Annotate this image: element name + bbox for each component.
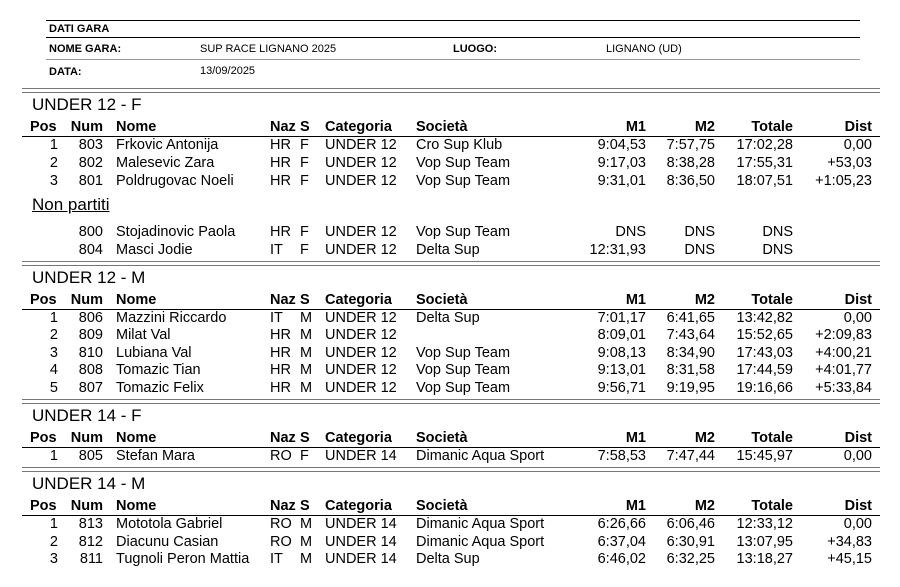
totale: 17:02,28 [736,137,793,153]
num: 811 [79,551,103,567]
col-s: S [300,430,310,446]
col-num: Num [70,292,103,308]
sesso: M [300,345,313,361]
col-nome: Nome [116,498,157,514]
naz: HR [270,380,291,396]
m1: 9:17,03 [597,155,646,171]
nome: Milat Val [116,327,171,343]
luogo-label: LUOGO: [453,43,497,55]
categoria: UNDER 12 [325,155,397,171]
header-rule-2 [46,59,860,60]
num: 804 [78,242,103,258]
pos: 2 [49,327,58,343]
m2: DNS [684,242,715,258]
categoria: UNDER 12 [325,242,397,258]
num: 800 [78,224,103,240]
m2: 7:57,75 [666,137,715,153]
section-divider [22,399,880,404]
totale: 17:55,31 [736,155,793,171]
table-row [0,362,900,380]
col-naz: Naz [270,430,296,446]
m1: 8:09,01 [597,327,646,343]
m2: 6:30,91 [666,534,715,550]
dist: +34,83 [827,534,872,550]
sesso: M [300,327,313,343]
categoria: UNDER 14 [325,534,397,550]
m2: 6:32,25 [666,551,715,567]
header-section-label: DATI GARA [49,23,110,35]
col-m1: M1 [625,292,646,308]
col-nome: Nome [116,292,157,308]
table-row [0,380,900,398]
totale: 12:33,12 [736,516,793,532]
col-totale: Totale [751,498,793,514]
num: 806 [78,310,103,326]
sesso: F [300,224,309,240]
section-divider [22,467,880,472]
categoria: UNDER 12 [325,310,397,326]
nome: Stojadinovic Paola [116,224,236,240]
societa: Dimanic Aqua Sport [416,448,545,464]
categoria: UNDER 12 [325,224,397,240]
pos: 3 [49,551,58,567]
naz: IT [270,242,283,258]
num: 802 [78,155,103,171]
m1: 9:13,01 [597,362,646,378]
totale: 15:52,65 [736,327,793,343]
totale: 18:07,51 [736,173,793,189]
header-top-rule [46,20,860,21]
m1: 9:31,01 [597,173,646,189]
societa: Delta Sup [416,242,480,258]
m1: 7:58,53 [597,448,646,464]
pos: 2 [49,534,58,550]
nome: Lubiana Val [116,345,192,361]
col-dist: Dist [844,119,872,135]
col-societa: Società [416,498,468,514]
naz: HR [270,224,291,240]
col-totale: Totale [751,430,793,446]
col-naz: Naz [270,119,296,135]
table-row [0,448,900,466]
non-partiti-heading: Non partiti [32,195,110,214]
sesso: M [300,380,313,396]
sesso: F [300,137,309,153]
naz: HR [270,155,291,171]
col-m1: M1 [625,119,646,135]
m1: 9:56,71 [597,380,646,396]
nome: Poldrugovac Noeli [116,173,234,189]
naz: RO [270,534,292,550]
pos: 5 [49,380,58,396]
pos: 1 [49,516,58,532]
col-dist: Dist [844,430,872,446]
col-num: Num [70,430,103,446]
header-rule [46,37,860,38]
col-pos: Pos [30,119,57,135]
m2: 8:34,90 [666,345,715,361]
societa: Dimanic Aqua Sport [416,516,545,532]
section-title: UNDER 14 - F [32,406,142,425]
sesso: F [300,448,309,464]
num: 803 [78,137,103,153]
totale: 13:42,82 [736,310,793,326]
pos: 4 [49,362,58,378]
naz: RO [270,516,292,532]
sesso: F [300,155,309,171]
societa: Vop Sup Team [416,224,511,240]
societa: Vop Sup Team [416,155,511,171]
m2: 8:36,50 [666,173,715,189]
nome: Frkovic Antonija [116,137,219,153]
num: 813 [78,516,103,532]
totale: 15:45,97 [736,448,793,464]
pos: 1 [49,448,58,464]
nome: Tugnoli Peron Mattia [116,551,250,567]
societa: Delta Sup [416,310,480,326]
m2: 7:43,64 [666,327,715,343]
m1: 9:08,13 [597,345,646,361]
categoria: UNDER 12 [325,137,397,153]
societa: Vop Sup Team [416,173,511,189]
categoria: UNDER 12 [325,345,397,361]
col-s: S [300,498,310,514]
col-dist: Dist [844,498,872,514]
col-societa: Società [416,292,468,308]
col-m2: M2 [694,498,715,514]
table-row [0,155,900,173]
col-nome: Nome [116,119,157,135]
table-row [0,224,900,242]
dist: +4:01,77 [815,362,872,378]
nome: Tomazic Tian [116,362,201,378]
societa: Delta Sup [416,551,480,567]
num: 808 [78,362,103,378]
categoria: UNDER 12 [325,173,397,189]
m2: 7:47,44 [666,448,715,464]
col-naz: Naz [270,292,296,308]
num: 805 [78,448,103,464]
table-header [0,498,900,516]
naz: HR [270,137,291,153]
societa: Vop Sup Team [416,380,511,396]
section-divider [22,88,880,93]
m1: 9:04,53 [597,137,646,153]
naz: HR [270,173,291,189]
nome: Tomazic Felix [116,380,204,396]
col-categoria: Categoria [325,498,392,514]
col-societa: Società [416,430,468,446]
nome: Masci Jodie [116,242,193,258]
table-row [0,242,900,260]
categoria: UNDER 14 [325,516,397,532]
categoria: UNDER 12 [325,380,397,396]
societa: Cro Sup Klub [416,137,503,153]
col-num: Num [70,119,103,135]
col-num: Num [70,498,103,514]
dist: +4:00,21 [815,345,872,361]
section-title: UNDER 14 - M [32,474,146,493]
col-pos: Pos [30,292,57,308]
m1: 6:37,04 [597,534,646,550]
table-header [0,292,900,310]
col-totale: Totale [751,292,793,308]
col-m1: M1 [625,498,646,514]
m2: 6:41,65 [666,310,715,326]
nome: Mototola Gabriel [116,516,223,532]
col-m2: M2 [694,119,715,135]
num: 801 [78,173,103,189]
col-nome: Nome [116,430,157,446]
nome: Diacunu Casian [116,534,219,550]
m1: 6:26,66 [597,516,646,532]
section-title: UNDER 12 - M [32,268,146,287]
section-title: UNDER 12 - F [32,95,142,114]
data-value: 13/09/2025 [200,65,256,77]
col-categoria: Categoria [325,292,392,308]
totale: 13:18,27 [736,551,793,567]
dist: 0,00 [843,516,872,532]
m2: 8:31,58 [666,362,715,378]
categoria: UNDER 14 [325,551,397,567]
table-row [0,137,900,155]
table-header [0,119,900,137]
sesso: M [300,362,313,378]
col-naz: Naz [270,498,296,514]
nome: Malesevic Zara [116,155,215,171]
nome-gara-label: NOME GARA: [49,43,122,55]
dist: +45,15 [827,551,872,567]
table-row [0,551,900,569]
sesso: M [300,516,313,532]
dist: +1:05,23 [815,173,872,189]
sesso: F [300,242,309,258]
col-pos: Pos [30,430,57,446]
categoria: UNDER 12 [325,327,397,343]
m2: DNS [684,224,715,240]
num: 812 [78,534,103,550]
totale: DNS [762,242,793,258]
col-dist: Dist [844,292,872,308]
table-row [0,327,900,345]
m1: DNS [615,224,646,240]
data-label: DATA: [49,66,82,78]
col-totale: Totale [751,119,793,135]
col-m1: M1 [625,430,646,446]
section-divider [22,261,880,266]
dist: 0,00 [843,137,872,153]
pos: 3 [49,173,58,189]
table-row [0,173,900,191]
nome-gara-value: SUP RACE LIGNANO 2025 [200,43,337,55]
col-societa: Società [416,119,468,135]
nome: Stefan Mara [116,448,195,464]
col-s: S [300,292,310,308]
m1: 6:46,02 [597,551,646,567]
pos: 1 [49,310,58,326]
sesso: F [300,173,309,189]
totale: 17:43,03 [736,345,793,361]
m1: 7:01,17 [597,310,646,326]
naz: HR [270,327,291,343]
m2: 9:19,95 [666,380,715,396]
dist: +5:33,84 [815,380,872,396]
naz: IT [270,310,283,326]
col-m2: M2 [694,292,715,308]
num: 809 [78,327,103,343]
col-categoria: Categoria [325,430,392,446]
societa: Dimanic Aqua Sport [416,534,545,550]
m1: 12:31,93 [589,242,646,258]
naz: HR [270,362,291,378]
societa: Vop Sup Team [416,362,511,378]
luogo-value: LIGNANO (UD) [606,43,682,55]
col-s: S [300,119,310,135]
num: 807 [78,380,103,396]
dist: +2:09,83 [815,327,872,343]
table-row [0,534,900,552]
sesso: M [300,534,313,550]
naz: IT [270,551,283,567]
totale: 13:07,95 [736,534,793,550]
pos: 1 [49,137,58,153]
naz: RO [270,448,292,464]
table-row [0,345,900,363]
m2: 6:06,46 [666,516,715,532]
table-row [0,310,900,328]
table-header [0,430,900,448]
dist: 0,00 [843,448,872,464]
table-row [0,516,900,534]
categoria: UNDER 14 [325,448,397,464]
sesso: M [300,551,313,567]
dist: +53,03 [827,155,872,171]
naz: HR [270,345,291,361]
pos: 2 [49,155,58,171]
num: 810 [78,345,103,361]
categoria: UNDER 12 [325,362,397,378]
totale: 17:44,59 [736,362,793,378]
totale: 19:16,66 [736,380,793,396]
dist: 0,00 [843,310,872,326]
societa: Vop Sup Team [416,345,511,361]
m2: 8:38,28 [666,155,715,171]
col-m2: M2 [694,430,715,446]
nome: Mazzini Riccardo [116,310,227,326]
col-pos: Pos [30,498,57,514]
totale: DNS [762,224,793,240]
sesso: M [300,310,313,326]
pos: 3 [49,345,58,361]
col-categoria: Categoria [325,119,392,135]
